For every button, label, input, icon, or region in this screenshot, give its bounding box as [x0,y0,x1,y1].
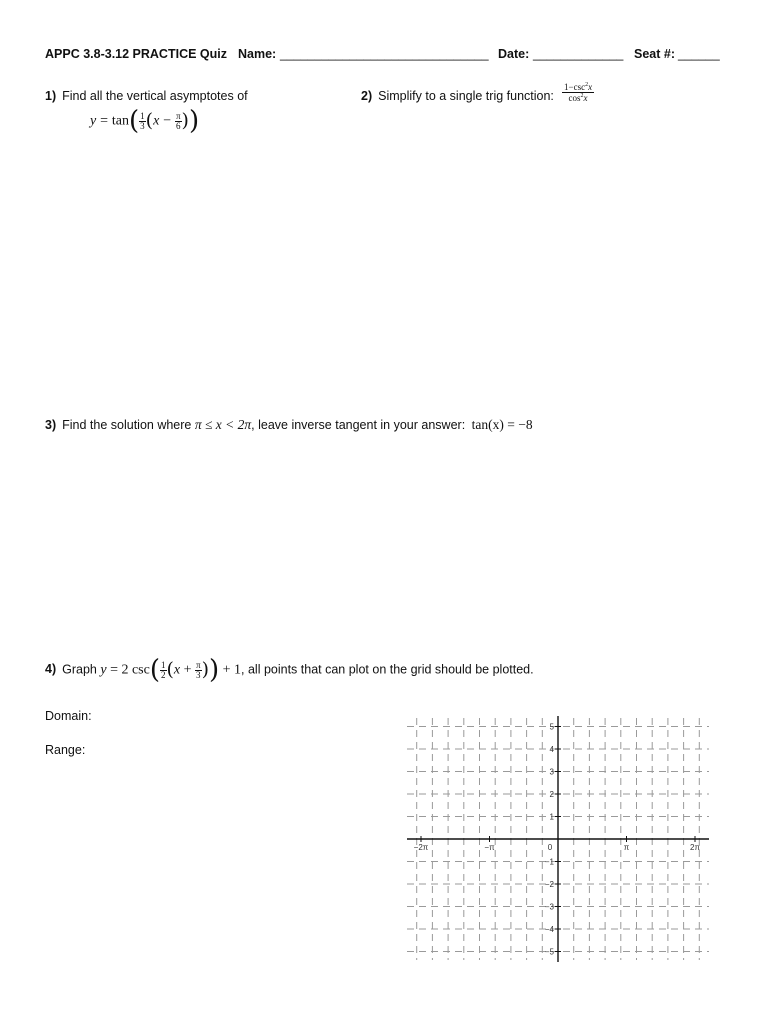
q4-eq: = 2 csc [110,662,150,678]
q1-fraction: $\frac{1}{3}$ [140,110,145,131]
y-tick-label: −3 [544,902,554,912]
q1-prompt [45,89,248,103]
q4-pi-fraction: $\frac{\pi}{3}$ [196,659,201,680]
q1-pi-fraction: $\frac{\pi}{6}$ [176,110,181,131]
q3-equation: tan(x) = −8 [471,417,533,432]
q3-number: 3) [45,418,57,432]
q1-fn: tan [111,113,130,129]
q3-text-a: Find the solution where [62,418,192,432]
coordinate-grid[interactable] [405,714,711,964]
q4-plus: + [183,662,192,678]
q4-fraction: $\frac{1}{2}$ [161,659,166,680]
x-tick-label: π [623,843,630,852]
q2-fraction [562,82,594,103]
q2-num: 1−csc [564,82,586,92]
q4-tail: + 1 [222,662,242,678]
name-blank[interactable]: ______________________________ [280,47,489,61]
x-tick-label: 2π [690,843,700,852]
q1-equation [90,108,199,134]
q4-text-b: , all points that can plot on the grid should be plotted. [241,662,534,677]
q4-y: y [100,662,107,678]
q4-x: x [173,662,181,678]
q4-close-outer: ) [208,655,220,685]
date-label: Date: [498,47,530,61]
q4-open-inner: ( [166,658,174,681]
y-tick-label: −1 [544,857,554,867]
q2-number: 2) [361,89,373,103]
q3-text-b: , leave inverse tangent in your answer: [251,418,466,432]
y-tick-label: −2 [544,880,554,889]
y-tick-label: −5 [544,947,554,957]
q3-inequality: π ≤ x < 2π [194,417,252,432]
q3-prompt [45,417,533,433]
seat-blank[interactable]: ______ [678,47,720,61]
q4-text-a: Graph [62,662,97,677]
q2-num-exp: 2 [585,82,589,88]
q2-den: cos [568,93,581,103]
q2-den-exp: 2 [580,93,584,99]
domain-label: Domain: [45,709,92,723]
q1-text: Find all the vertical asymptotes of [62,89,248,103]
seat-label: Seat #: [634,47,675,61]
q1-minus: − [163,113,172,129]
y-tick-label: 3 [549,767,554,777]
q1-open-outer: ( [129,106,140,136]
y-tick-label: 1 [549,812,554,822]
q4-close-inner: ) [201,658,209,681]
x-tick-label: 0 [547,843,553,852]
q1-number: 1) [45,89,57,103]
y-tick-label: 2 [549,790,554,799]
quiz-title: APPC 3.8-3.12 PRACTICE Quiz [45,47,227,61]
y-tick-label: 4 [549,745,554,754]
y-tick-label: 5 [549,722,554,732]
q1-open-inner: ( [145,109,154,132]
y-tick-label: −4 [544,925,554,934]
q4-number: 4) [45,662,57,677]
q2-text: Simplify to a single trig function: [378,89,554,103]
x-tick-label: −π [484,843,495,852]
name-label: Name: [238,47,277,61]
q1-eq: = [100,113,109,129]
range-label: Range: [45,743,86,757]
q1-x: x [153,113,160,129]
q1-close-inner: ) [181,109,189,132]
x-tick-label: −2π [413,843,429,852]
q1-close-outer: ) [188,106,200,136]
q2-prompt [361,89,554,103]
q4-prompt [45,657,534,683]
q1-y: y [90,113,97,129]
q2-num-var: x [588,82,593,92]
date-blank[interactable]: _____________ [533,47,624,61]
q2-den-var: x [583,93,588,103]
q4-open-outer: ( [149,655,160,685]
